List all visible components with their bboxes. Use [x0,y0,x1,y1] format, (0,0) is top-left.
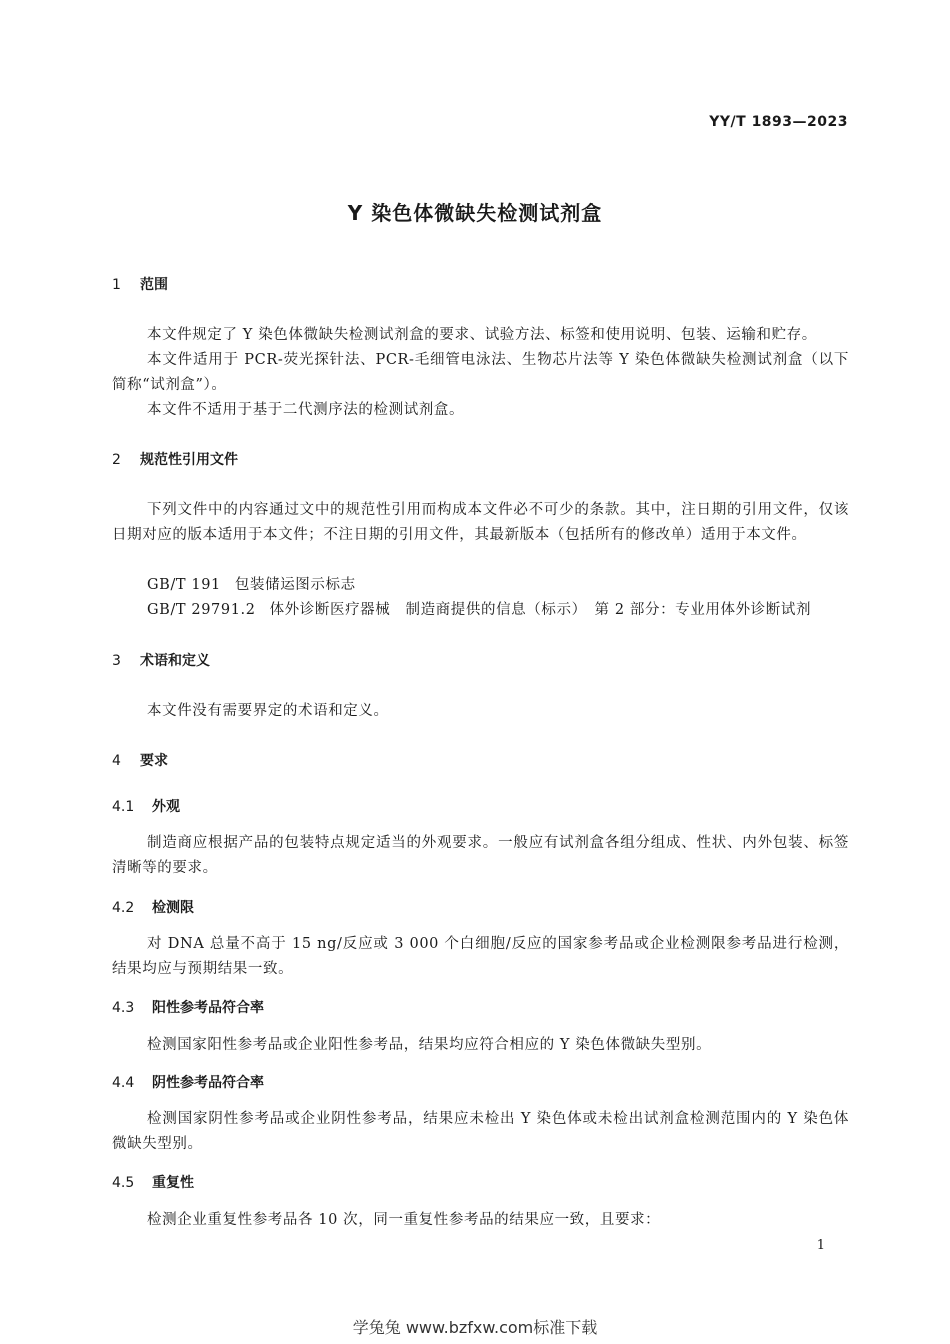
section-4-4-paragraph: 检测国家阴性参考品或企业阴性参考品，结果应未检出 Y 染色体或未检出试剂盒检测范围内的 Y 染色体微缺失型别。 [112,1111,849,1152]
section-number: 4.1 [112,799,135,815]
reference-title: 包装储运图示标志 [234,577,356,593]
section-1-paragraph-3: 本文件不适用于基于二代测序法的检测试剂盒。 [147,402,465,418]
section-title: 重复性 [152,1175,194,1191]
section-4-1-heading [112,797,180,817]
section-2-heading [112,450,238,470]
section-title: 外观 [152,799,180,815]
section-4-2-paragraph: 对 DNA 总量不高于 15 ng/反应或 3 000 个白细胞/反应的国家参考品或企业检测限参考品进行检测，结果均应与预期结果一致。 [112,936,849,977]
section-1-paragraph-2: 本文件适用于 PCR-荧光探针法、PCR-毛细管电泳法、生物芯片法等 Y 染色体微缺失检测试剂盒（以下简称“试剂盒”）。 [112,352,849,393]
section-2-paragraph-1: 下列文件中的内容通过文中的规范性引用而构成本文件必不可少的条款。其中，注日期的引用文件，仅该日期对应的版本适用于本文件；不注日期的引用文件，其最新版本（包括所有的修改单）适用于本文件。 [112,502,849,543]
section-1-heading [112,275,168,295]
section-3-paragraph-1: 本文件没有需要界定的术语和定义。 [147,703,389,719]
standard-code: YY/T 1893—2023 [709,114,848,130]
section-number: 4.4 [112,1075,135,1091]
section-4-1-paragraph: 制造商应根据产品的包装特点规定适当的外观要求。一般应有试剂盒各组分组成、性状、内外包装、标签清晰等的要求。 [112,835,849,876]
section-4-3-heading [112,998,264,1018]
site-watermark: 学兔兔 www.bzfxw.com标准下载 [352,1318,598,1337]
page-number: 1 [816,1238,825,1253]
section-title: 阴性参考品符合率 [152,1075,264,1091]
reference-code: GB/T 191 [147,577,221,593]
section-4-5-heading [112,1173,194,1193]
section-4-3-paragraph: 检测国家阳性参考品或企业阳性参考品，结果均应符合相应的 Y 染色体微缺失型别。 [147,1037,712,1053]
section-title: 范围 [140,277,168,293]
section-4-heading [112,751,168,771]
reference-code: GB/T 29791.2 [147,602,256,618]
section-4-2-heading [112,898,194,918]
section-title: 检测限 [152,900,194,916]
reference-title: 体外诊断医疗器械 制造商提供的信息（标示） 第 2 部分：专业用体外诊断试剂 [269,602,812,618]
normative-reference [147,598,811,623]
section-3-heading [112,651,210,671]
section-number: 4.2 [112,900,135,916]
section-4-5-paragraph: 检测企业重复性参考品各 10 次，同一重复性参考品的结果应一致，且要求： [147,1212,661,1228]
section-number: 4.3 [112,1000,135,1016]
section-title: 要求 [140,753,168,769]
document-title: Y 染色体微缺失检测试剂盒 [347,201,603,225]
section-number: 4 [112,753,121,769]
section-title: 规范性引用文件 [140,452,238,468]
section-title: 阳性参考品符合率 [152,1000,264,1016]
section-number: 3 [112,653,121,669]
section-1-paragraph-1: 本文件规定了 Y 染色体微缺失检测试剂盒的要求、试验方法、标签和使用说明、包装、运输和贮存。 [147,327,817,343]
normative-reference [147,573,356,598]
section-4-4-heading [112,1073,264,1093]
section-number: 1 [112,277,121,293]
section-title: 术语和定义 [140,653,210,669]
section-number: 2 [112,452,121,468]
section-number: 4.5 [112,1175,135,1191]
